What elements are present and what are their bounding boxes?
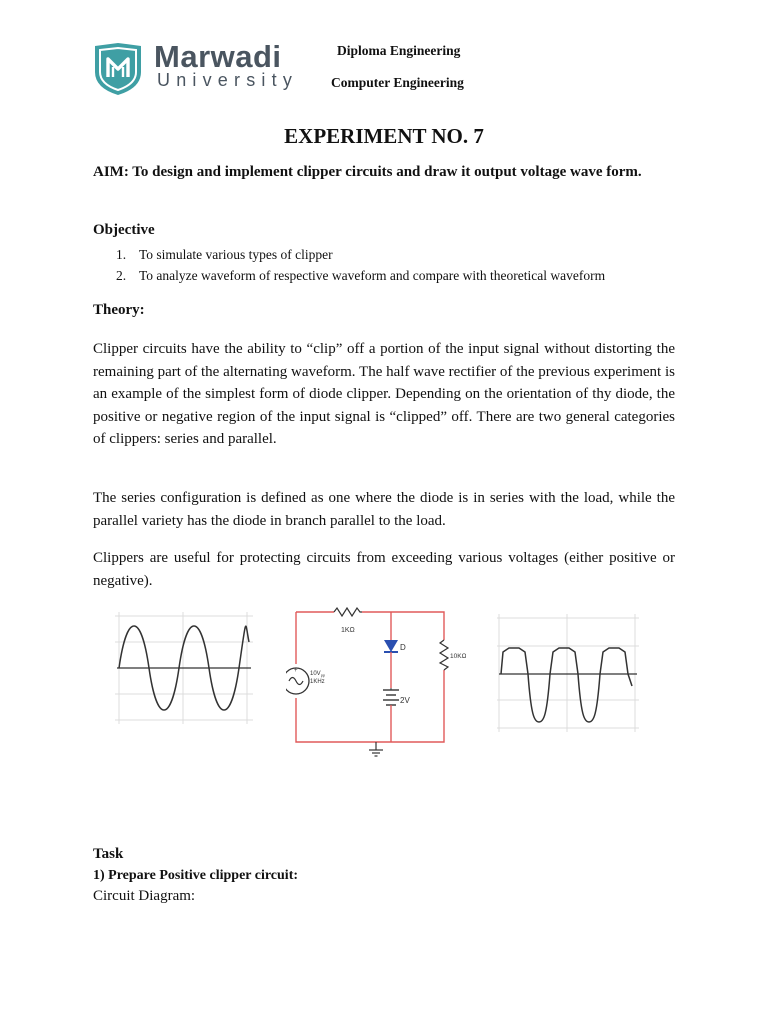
- task-heading: Task: [93, 846, 124, 862]
- header-program: Diploma Engineering: [337, 43, 461, 58]
- ground-icon: [369, 742, 383, 756]
- university-shield-logo-icon: [92, 42, 144, 96]
- diode-icon: [384, 640, 398, 652]
- clipped-output-waveform: [497, 614, 639, 732]
- svg-text:10Vpp: [310, 671, 326, 678]
- clipper-circuit-diagram: [286, 604, 466, 760]
- logo-subtitle: University: [157, 70, 299, 90]
- objective-heading: Objective: [93, 222, 155, 238]
- header-department: Computer Engineering: [331, 75, 464, 90]
- objective-list: [116, 244, 605, 286]
- page-title: EXPERIMENT NO. 7: [284, 124, 484, 148]
- input-sine-waveform: [115, 612, 253, 724]
- svg-text:+: +: [294, 668, 298, 674]
- task-item: 1) Prepare Positive clipper circuit:: [93, 868, 299, 883]
- source-amplitude-subscript: pp: [320, 672, 326, 678]
- aim-statement: AIM: To design and implement clipper circuits and draw it output voltage wave form.: [93, 164, 642, 180]
- resistor1-label: 1KΩ: [341, 627, 355, 634]
- theory-paragraph: The series configuration is defined as one where the diode is in series with the load, while the parallel variety has the diode in branch parallel to the load.: [93, 490, 675, 529]
- objective-item-number: 2.: [116, 268, 127, 283]
- objective-item-text: To analyze waveform of respective waveform and compare with theoretical waveform: [139, 268, 606, 283]
- source-frequency-label: 1KHz: [310, 679, 325, 685]
- logo-wordmark: Marwadi: [154, 39, 282, 74]
- battery-label: 2V: [400, 696, 410, 705]
- source-amplitude-label: 10V: [310, 671, 321, 677]
- objective-item: [116, 244, 605, 265]
- battery-icon: [383, 690, 399, 705]
- objective-item-text: To simulate various types of clipper: [139, 247, 333, 262]
- resistor-icon: [440, 640, 448, 670]
- theory-paragraph: Clippers are useful for protecting circuits from exceeding various voltages (either positive or negative).: [93, 550, 675, 589]
- objective-item-number: 1.: [116, 247, 127, 262]
- circuit-diagram-label: Circuit Diagram:: [93, 888, 196, 904]
- theory-paragraph: Clipper circuits have the ability to “clip” off a portion of the input signal without distorting the remaining part of the alternating waveform. The half wave rectifier of the previous experiment is an example of the simplest form of diode clipper. Depending on the orientation of thy diode, the positive or negative region of the input signal is “clipped” off. There are two general categories of clippers: series and parallel.: [93, 341, 675, 447]
- resistor-icon: [334, 608, 362, 616]
- svg-text:−: −: [294, 692, 298, 698]
- objective-item: [116, 265, 605, 286]
- resistor2-label: 10KΩ: [450, 653, 466, 660]
- diode-label: D: [400, 643, 406, 652]
- theory-heading: Theory:: [93, 302, 145, 318]
